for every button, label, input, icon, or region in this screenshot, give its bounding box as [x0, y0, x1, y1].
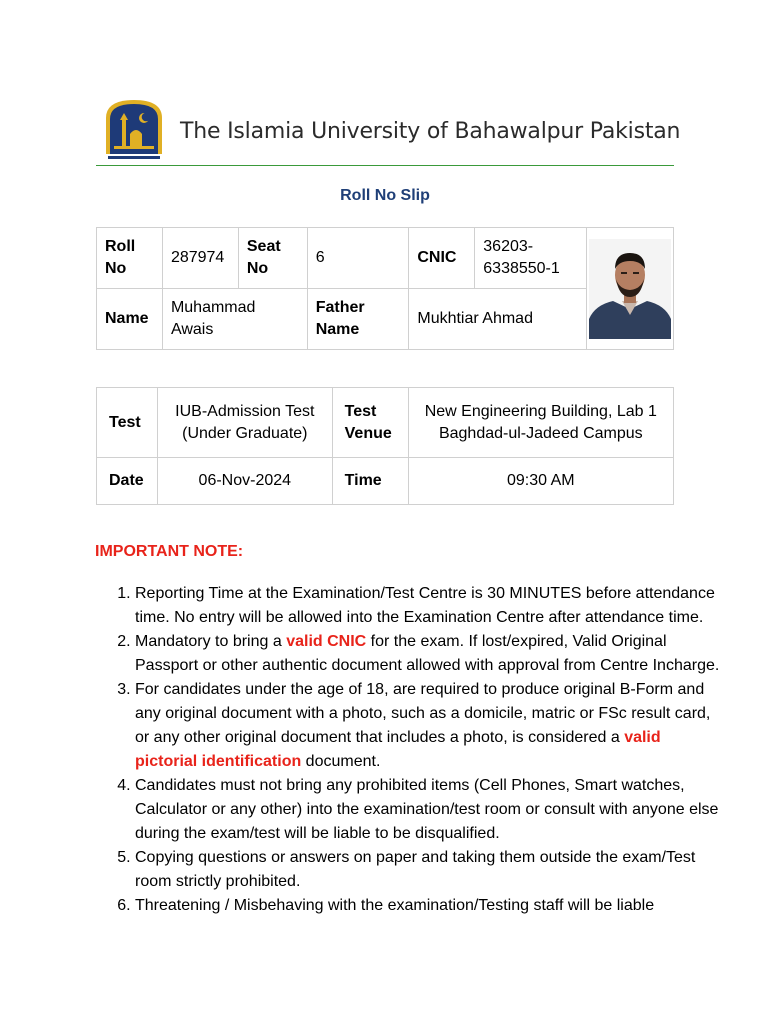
cnic-value: 36203-6338550-1 — [475, 228, 587, 289]
list-item: 1. Reporting Time at the Examination/Test Centre is 30 MINUTES before attendance time. No entry will be allowed into the Examination Centre after attendance time. — [135, 582, 725, 630]
document-header — [96, 95, 681, 165]
test-info-table — [96, 387, 674, 505]
list-item: 4. Candidates must not bring any prohibited items (Cell Phones, Smart watches, Calculator or any other) into the examination/test room or consult with anyone else during the exam/test will be liable to be disqualified. — [135, 774, 725, 846]
important-note-title: IMPORTANT NOTE: — [95, 543, 244, 560]
candidate-photo — [589, 239, 671, 339]
list-item: 2. Mandatory to bring a valid CNIC for the exam. If lost/expired, Valid Original Passport or other authentic document allowed with approval from Centre Incharge. — [135, 630, 725, 678]
test-value: IUB-Admission Test (Under Graduate) — [157, 388, 332, 458]
venue-label: Test Venue — [332, 388, 408, 458]
highlight-text: valid CNIC — [286, 633, 367, 650]
test-label: Test — [97, 388, 158, 458]
date-value: 06-Nov-2024 — [157, 458, 332, 505]
father-name-label: Father Name — [307, 289, 409, 350]
cnic-label: CNIC — [409, 228, 475, 289]
seat-no-label: Seat No — [238, 228, 307, 289]
roll-no-value: 287974 — [162, 228, 238, 289]
date-label: Date — [97, 458, 158, 505]
university-logo-icon — [100, 96, 168, 164]
list-item: 3. For candidates under the age of 18, are required to produce original B-Form and any original document with a photo, such as a domicile, matric or FSc result card, or any other original document that includes a photo, is considered a valid pictorial identification document. — [135, 678, 725, 774]
table-row — [97, 228, 674, 289]
roll-no-label: Roll No — [97, 228, 163, 289]
university-title: The Islamia University of Bahawalpur Pakistan — [180, 119, 681, 144]
slip-title: Roll No Slip — [340, 187, 430, 204]
table-row — [97, 388, 674, 458]
time-value: 09:30 AM — [408, 458, 673, 505]
seat-no-value: 6 — [307, 228, 409, 289]
list-item: 5. Copying questions or answers on paper and taking them outside the exam/Test room strictly prohibited. — [135, 846, 725, 894]
table-row — [97, 458, 674, 505]
father-name-value: Mukhtiar Ahmad — [409, 289, 587, 350]
name-label: Name — [97, 289, 163, 350]
photo-cell — [587, 228, 674, 350]
highlight-text: valid pictorial identification — [135, 729, 661, 770]
name-value: Muhammad Awais — [162, 289, 307, 350]
list-item: 6. Threatening / Misbehaving with the examination/Testing staff will be liable — [135, 894, 725, 918]
important-note-list — [95, 582, 725, 918]
header-divider — [96, 165, 674, 166]
student-info-table — [96, 227, 674, 350]
venue-value: New Engineering Building, Lab 1 Baghdad-ul-Jadeed Campus — [408, 388, 673, 458]
time-label: Time — [332, 458, 408, 505]
